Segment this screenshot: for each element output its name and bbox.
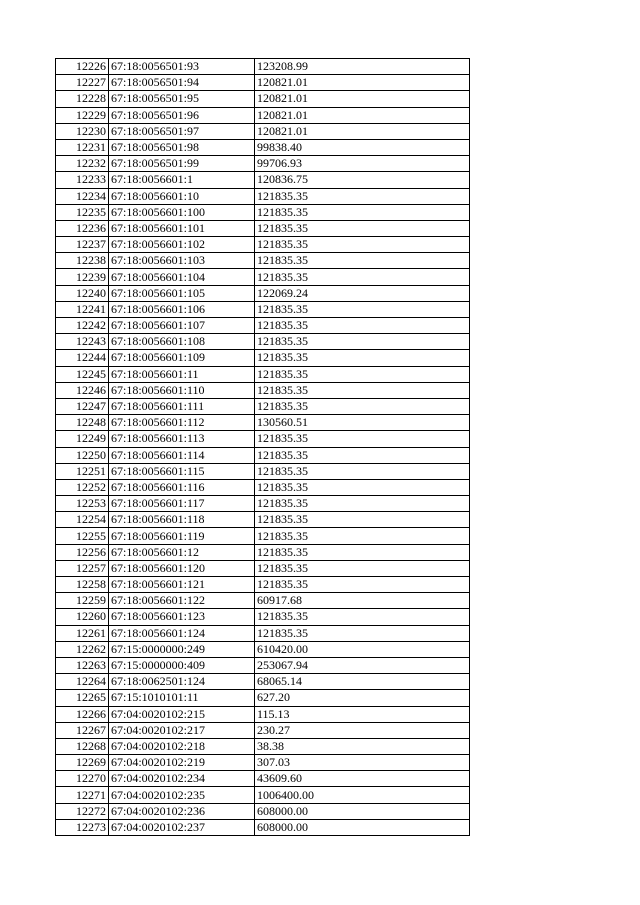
cadastral-value-cell: 60917.68 xyxy=(255,593,470,609)
table-row xyxy=(56,350,470,366)
cadastral-value-cell: 68065.14 xyxy=(255,674,470,690)
cadastral-value-cell: 121835.35 xyxy=(255,253,470,269)
row-number-cell: 12253 xyxy=(56,496,109,512)
row-number-cell: 12261 xyxy=(56,625,109,641)
row-number-cell: 12250 xyxy=(56,447,109,463)
cadastral-value-cell: 120821.01 xyxy=(255,107,470,123)
row-number-cell: 12234 xyxy=(56,188,109,204)
cadastral-number-cell: 67:18:0056601:116 xyxy=(109,479,255,495)
cadastral-number-cell: 67:18:0056601:104 xyxy=(109,269,255,285)
table-row xyxy=(56,706,470,722)
row-number-cell: 12232 xyxy=(56,156,109,172)
cadastral-number-cell: 67:18:0056601:12 xyxy=(109,544,255,560)
row-number-cell: 12237 xyxy=(56,237,109,253)
cadastral-number-cell: 67:04:0020102:215 xyxy=(109,706,255,722)
table-row xyxy=(56,690,470,706)
row-number-cell: 12270 xyxy=(56,771,109,787)
row-number-cell: 12240 xyxy=(56,285,109,301)
row-number-cell: 12271 xyxy=(56,787,109,803)
row-number-cell: 12229 xyxy=(56,107,109,123)
row-number-cell: 12246 xyxy=(56,382,109,398)
cadastral-value-cell: 130560.51 xyxy=(255,415,470,431)
cadastral-number-cell: 67:18:0056601:123 xyxy=(109,609,255,625)
cadastral-number-cell: 67:18:0056601:114 xyxy=(109,447,255,463)
table-row xyxy=(56,787,470,803)
table-row xyxy=(56,366,470,382)
table-row xyxy=(56,156,470,172)
cadastral-value-table xyxy=(55,58,470,836)
table-row xyxy=(56,382,470,398)
row-number-cell: 12267 xyxy=(56,722,109,738)
cadastral-number-cell: 67:18:0056601:109 xyxy=(109,350,255,366)
table-row xyxy=(56,59,470,75)
cadastral-number-cell: 67:18:0056601:11 xyxy=(109,366,255,382)
cadastral-value-cell: 120836.75 xyxy=(255,172,470,188)
table-row xyxy=(56,188,470,204)
table-row xyxy=(56,512,470,528)
row-number-cell: 12235 xyxy=(56,204,109,220)
row-number-cell: 12266 xyxy=(56,706,109,722)
cadastral-number-cell: 67:18:0056501:97 xyxy=(109,123,255,139)
table-row xyxy=(56,641,470,657)
table-row xyxy=(56,771,470,787)
cadastral-number-cell: 67:18:0056501:96 xyxy=(109,107,255,123)
cadastral-value-cell: 121835.35 xyxy=(255,366,470,382)
table-row xyxy=(56,819,470,835)
cadastral-number-cell: 67:15:1010101:11 xyxy=(109,690,255,706)
row-number-cell: 12248 xyxy=(56,415,109,431)
row-number-cell: 12259 xyxy=(56,593,109,609)
cadastral-value-cell: 627.20 xyxy=(255,690,470,706)
cadastral-value-cell: 230.27 xyxy=(255,722,470,738)
cadastral-value-cell: 121835.35 xyxy=(255,625,470,641)
cadastral-number-cell: 67:18:0056601:113 xyxy=(109,431,255,447)
table-row xyxy=(56,75,470,91)
row-number-cell: 12233 xyxy=(56,172,109,188)
table-row xyxy=(56,318,470,334)
cadastral-value-cell: 121835.35 xyxy=(255,609,470,625)
table-row xyxy=(56,577,470,593)
cadastral-value-cell: 121835.35 xyxy=(255,528,470,544)
table-row xyxy=(56,463,470,479)
row-number-cell: 12252 xyxy=(56,479,109,495)
cadastral-number-cell: 67:18:0056601:121 xyxy=(109,577,255,593)
cadastral-value-cell: 122069.24 xyxy=(255,285,470,301)
cadastral-number-cell: 67:18:0056601:103 xyxy=(109,253,255,269)
table-row xyxy=(56,107,470,123)
cadastral-number-cell: 67:18:0056601:110 xyxy=(109,382,255,398)
cadastral-number-cell: 67:18:0056601:1 xyxy=(109,172,255,188)
row-number-cell: 12268 xyxy=(56,738,109,754)
row-number-cell: 12260 xyxy=(56,609,109,625)
cadastral-value-cell: 121835.35 xyxy=(255,382,470,398)
cadastral-value-cell: 121835.35 xyxy=(255,188,470,204)
cadastral-value-cell: 121835.35 xyxy=(255,398,470,414)
row-number-cell: 12231 xyxy=(56,139,109,155)
cadastral-number-cell: 67:04:0020102:235 xyxy=(109,787,255,803)
row-number-cell: 12247 xyxy=(56,398,109,414)
row-number-cell: 12272 xyxy=(56,803,109,819)
row-number-cell: 12245 xyxy=(56,366,109,382)
table-row xyxy=(56,334,470,350)
cadastral-value-cell: 121835.35 xyxy=(255,301,470,317)
table-row xyxy=(56,253,470,269)
table-row xyxy=(56,479,470,495)
cadastral-value-cell: 121835.35 xyxy=(255,479,470,495)
cadastral-value-cell: 121835.35 xyxy=(255,577,470,593)
cadastral-number-cell: 67:18:0056601:107 xyxy=(109,318,255,334)
table-row xyxy=(56,204,470,220)
table-row xyxy=(56,496,470,512)
table-row xyxy=(56,560,470,576)
table-row xyxy=(56,220,470,236)
cadastral-value-cell: 120821.01 xyxy=(255,75,470,91)
row-number-cell: 12251 xyxy=(56,463,109,479)
cadastral-number-cell: 67:18:0056601:122 xyxy=(109,593,255,609)
table-row xyxy=(56,609,470,625)
cadastral-number-cell: 67:18:0056601:120 xyxy=(109,560,255,576)
row-number-cell: 12241 xyxy=(56,301,109,317)
cadastral-value-cell: 121835.35 xyxy=(255,350,470,366)
cadastral-number-cell: 67:18:0056601:112 xyxy=(109,415,255,431)
cadastral-number-cell: 67:18:0056601:101 xyxy=(109,220,255,236)
row-number-cell: 12265 xyxy=(56,690,109,706)
cadastral-number-cell: 67:18:0056601:10 xyxy=(109,188,255,204)
cadastral-value-cell: 115.13 xyxy=(255,706,470,722)
table-row xyxy=(56,803,470,819)
cadastral-number-cell: 67:18:0056601:118 xyxy=(109,512,255,528)
cadastral-value-cell: 121835.35 xyxy=(255,544,470,560)
cadastral-number-cell: 67:18:0056501:94 xyxy=(109,75,255,91)
cadastral-value-cell: 121835.35 xyxy=(255,334,470,350)
table-row xyxy=(56,269,470,285)
cadastral-number-cell: 67:18:0056601:106 xyxy=(109,301,255,317)
cadastral-value-cell: 121835.35 xyxy=(255,447,470,463)
cadastral-number-cell: 67:04:0020102:219 xyxy=(109,755,255,771)
row-number-cell: 12264 xyxy=(56,674,109,690)
cadastral-value-cell: 121835.35 xyxy=(255,560,470,576)
row-number-cell: 12236 xyxy=(56,220,109,236)
cadastral-number-cell: 67:18:0056501:98 xyxy=(109,139,255,155)
cadastral-number-cell: 67:04:0020102:217 xyxy=(109,722,255,738)
row-number-cell: 12238 xyxy=(56,253,109,269)
table-body xyxy=(56,59,470,836)
table-row xyxy=(56,755,470,771)
cadastral-value-cell: 121835.35 xyxy=(255,512,470,528)
table-row xyxy=(56,415,470,431)
cadastral-value-cell: 43609.60 xyxy=(255,771,470,787)
cadastral-number-cell: 67:18:0056501:93 xyxy=(109,59,255,75)
row-number-cell: 12230 xyxy=(56,123,109,139)
table-row xyxy=(56,237,470,253)
row-number-cell: 12273 xyxy=(56,819,109,835)
table-row xyxy=(56,657,470,673)
row-number-cell: 12255 xyxy=(56,528,109,544)
cadastral-value-cell: 38.38 xyxy=(255,738,470,754)
cadastral-value-cell: 610420.00 xyxy=(255,641,470,657)
cadastral-number-cell: 67:18:0056601:119 xyxy=(109,528,255,544)
cadastral-number-cell: 67:18:0056601:115 xyxy=(109,463,255,479)
table-row xyxy=(56,123,470,139)
cadastral-number-cell: 67:18:0062501:124 xyxy=(109,674,255,690)
row-number-cell: 12226 xyxy=(56,59,109,75)
cadastral-value-cell: 123208.99 xyxy=(255,59,470,75)
cadastral-value-cell: 121835.35 xyxy=(255,269,470,285)
table-row xyxy=(56,301,470,317)
table-row xyxy=(56,738,470,754)
cadastral-value-cell: 608000.00 xyxy=(255,819,470,835)
cadastral-value-cell: 99706.93 xyxy=(255,156,470,172)
cadastral-number-cell: 67:04:0020102:237 xyxy=(109,819,255,835)
row-number-cell: 12249 xyxy=(56,431,109,447)
row-number-cell: 12262 xyxy=(56,641,109,657)
table-row xyxy=(56,722,470,738)
cadastral-number-cell: 67:18:0056501:95 xyxy=(109,91,255,107)
row-number-cell: 12263 xyxy=(56,657,109,673)
table-row xyxy=(56,398,470,414)
cadastral-value-cell: 121835.35 xyxy=(255,204,470,220)
cadastral-number-cell: 67:04:0020102:218 xyxy=(109,738,255,754)
cadastral-value-cell: 121835.35 xyxy=(255,318,470,334)
cadastral-number-cell: 67:04:0020102:236 xyxy=(109,803,255,819)
row-number-cell: 12243 xyxy=(56,334,109,350)
row-number-cell: 12242 xyxy=(56,318,109,334)
cadastral-value-cell: 121835.35 xyxy=(255,463,470,479)
cadastral-value-cell: 253067.94 xyxy=(255,657,470,673)
row-number-cell: 12244 xyxy=(56,350,109,366)
row-number-cell: 12239 xyxy=(56,269,109,285)
table-row xyxy=(56,139,470,155)
table-row xyxy=(56,674,470,690)
table-row xyxy=(56,285,470,301)
row-number-cell: 12258 xyxy=(56,577,109,593)
cadastral-value-cell: 120821.01 xyxy=(255,91,470,107)
cadastral-value-cell: 121835.35 xyxy=(255,237,470,253)
cadastral-number-cell: 67:18:0056601:102 xyxy=(109,237,255,253)
cadastral-value-cell: 120821.01 xyxy=(255,123,470,139)
table-row xyxy=(56,593,470,609)
row-number-cell: 12257 xyxy=(56,560,109,576)
cadastral-number-cell: 67:15:0000000:249 xyxy=(109,641,255,657)
cadastral-value-cell: 121835.35 xyxy=(255,220,470,236)
row-number-cell: 12228 xyxy=(56,91,109,107)
table-row xyxy=(56,528,470,544)
cadastral-value-cell: 121835.35 xyxy=(255,496,470,512)
cadastral-number-cell: 67:18:0056601:117 xyxy=(109,496,255,512)
cadastral-value-cell: 121835.35 xyxy=(255,431,470,447)
cadastral-number-cell: 67:18:0056601:100 xyxy=(109,204,255,220)
row-number-cell: 12254 xyxy=(56,512,109,528)
cadastral-number-cell: 67:18:0056601:105 xyxy=(109,285,255,301)
row-number-cell: 12227 xyxy=(56,75,109,91)
table-row xyxy=(56,447,470,463)
cadastral-value-cell: 608000.00 xyxy=(255,803,470,819)
table-row xyxy=(56,172,470,188)
table-row xyxy=(56,91,470,107)
cadastral-number-cell: 67:18:0056601:111 xyxy=(109,398,255,414)
cadastral-value-cell: 99838.40 xyxy=(255,139,470,155)
cadastral-number-cell: 67:18:0056501:99 xyxy=(109,156,255,172)
table-row xyxy=(56,431,470,447)
cadastral-number-cell: 67:18:0056601:124 xyxy=(109,625,255,641)
table-row xyxy=(56,544,470,560)
cadastral-number-cell: 67:18:0056601:108 xyxy=(109,334,255,350)
cadastral-number-cell: 67:04:0020102:234 xyxy=(109,771,255,787)
cadastral-value-cell: 307.03 xyxy=(255,755,470,771)
row-number-cell: 12269 xyxy=(56,755,109,771)
table-row xyxy=(56,625,470,641)
row-number-cell: 12256 xyxy=(56,544,109,560)
cadastral-value-cell: 1006400.00 xyxy=(255,787,470,803)
cadastral-number-cell: 67:15:0000000:409 xyxy=(109,657,255,673)
